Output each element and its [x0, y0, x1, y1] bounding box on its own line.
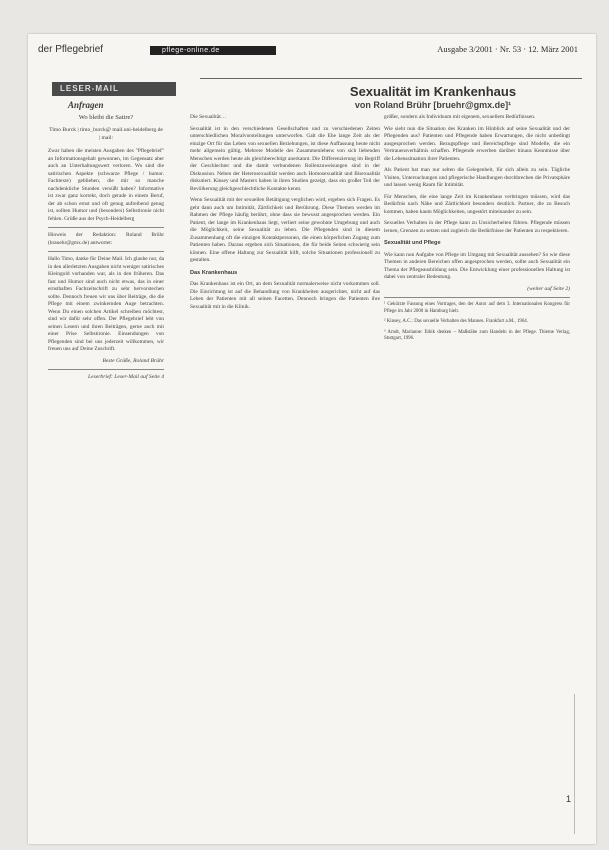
article-title: Sexualität im Krankenhaus: [349, 84, 517, 99]
continued-note: (weiter auf Seite 2): [527, 285, 570, 292]
article-bullet: Für Menschen, die eine lange Zeit im Krankenhaus verbringen müssen, wird das Bedürfnis nach Nähe und Zärtlichkeit besonders deutlich. Partner, die zu Besuch kommen, haben kaum Möglichkeiten, ungestört miteinander zu sein.: [384, 193, 570, 215]
sidebar-signature: Beste Grüße, Roland Brühr: [102, 357, 164, 364]
article-paragraph: Sexuelles Verhalten in der Pflege kann zu Unsicherheiten führen. Pflegende müssen lernen, Grenzen zu setzen und zugleich die Bedürfnisse der Patienten zu respektieren.: [384, 220, 570, 234]
article-column-right: [384, 114, 570, 347]
sidebar-divider: [48, 251, 164, 252]
article-paragraph: Wenn Sexualität mit der sexuellen Betätigung verglichen wird, ergeben sich Fragen. Es geht dann auch um Intimität, Zärtlichkeit und Berührung. Diese Themen werden im Rahmen der Pflege häufig berührt, ohne dass sie bewusst angesprochen werden. Ein Patient, der lange im Krankenhaus liegt, verliert seine gewohnte Umgebung und auch die Möglichkeit, seine Sexualität zu leben. Die Pflegenden sind in diesem Zusammenhang oft die einzigen Kontaktpersonen, die einen körperlichen Zugang zum Patienten haben. Daraus ergeben sich Situationen, die für beide Seiten schwierig sein können. Eine offene Haltung zur Sexualität hilft, solche Situationen professionell zu gestalten.: [190, 197, 380, 263]
sidebar-paragraph: Hallo Timo, danke für Deine Mail. Ich glaube nur, da in den allerletzten Ausgaben nicht weniger satirisches Kleingold vorhanden war, als in den früheren. Das fast und Humor sind auch nicht etwas, das in einer ernsthaften Fachzeitschrift zu sehr hervorstechen sollte. Dennoch freuen wir uns über Beiträge, die die Pflege mit einem zwinkernden Auge betrachten. Wenn Du einen solchen Artikel schreiben möchtest, sind wir dafür sehr offen. Der Pflegebrief lebt von seinen Lesern und ihren Beiträgen, gerne auch mit einer Prise Selbstironie. Einsendungen von Pflegenden sind bei uns jederzeit willkommen, wir freuen uns auf Deine Zuschrift.: [48, 256, 164, 352]
sidebar-footer: Leserbrief: Leser-Mail auf Seite 4: [87, 374, 164, 380]
header-rule: [200, 78, 582, 79]
sidebar-paragraph: Hinweis der Redaktion: Roland Brühr (brauehr@gmx.de) antwortet:: [48, 232, 164, 246]
footnote: ³ Arndt, Marianne: Ethik denken – Maßstäbe zum Handeln in der Pflege. Thieme Verlag, Stuttgart, 1996.: [384, 329, 570, 342]
article-paragraph: größer, sondern als Individuum mit eigenem, sexuellem Bedürfnissen.: [384, 114, 536, 120]
sidebar-subtitle: Wo bleibt die Satire?: [78, 113, 134, 121]
issue-info: Ausgabe 3/2001 · Nr. 53 · 12. März 2001: [437, 44, 578, 54]
article-byline: von Roland Brühr [bruehr@gmx.de]¹: [354, 100, 512, 110]
newsletter-page: [28, 34, 596, 844]
site-bar: [150, 46, 276, 55]
sidebar-label: LESER-MAIL: [60, 84, 119, 93]
article-paragraph: Wie sieht nun die Situation des Kranken im Hinblick auf seine Sexualität und der Pflegenden aus? Patienten und Pflegende haben Erwartungen, die nicht unbedingt ausgesprochen werden. Bezugspflege und Bereichspflege sind Modelle, die ein Vertrauensverhältnis schaffen. Pflegende erwerben darüber hinaus Kenntnisse über die Lebenssituation ihrer Patienten.: [384, 125, 570, 162]
sidebar-label-bar: [52, 82, 176, 96]
sidebar-divider: [48, 369, 164, 370]
page-header: [28, 42, 596, 62]
footnote: ² Kinsey, A.C.: Das sexuelle Verhalten des Mannes. Frankfurt a.M., 1964.: [384, 319, 528, 325]
sidebar-divider: [48, 227, 164, 228]
margin-line: [574, 694, 575, 834]
footnote-divider: [384, 297, 570, 298]
sidebar-sender: Timo Burck | timo_burck@ mail.uni-heidelberg.de | mail:: [49, 127, 163, 141]
sidebar-column: [48, 102, 164, 386]
section-heading: Sexualität und Pflege: [384, 240, 441, 246]
article-paragraph: Wie kann nun Aufgabe von Pflege im Umgang mit Sexualität aussehen? So wie diese Themen in anderen Bereichen offen angesprochen werden, sollte auch Sexualität ein Thema der Pflegeausbildung sein. Die Entwicklung einer professionellen Haltung ist dabei von zentraler Bedeutung.: [384, 251, 570, 280]
section-heading: Das Krankenhaus: [190, 269, 238, 276]
sidebar-paragraph: Zwar haben die meisten Ausgaben des "Pflegebrief" an Informationsgehalt gewonnen, im Gegensatz aber auch an Unterhaltungswert verloren. Wo sind die satirischen Aspekte (schwarze Pflege / humor. Fachtexte) geblieben, die mir so manche nachdenkliche Stunden versüßt haben? Informative ist zwar ganz korrekt, doch gerade in einem Beruf, der ab schon ernst und oft genug aufreibend genug ist, sollten Humor und (besonders) Selbstironie nicht fehlen. Grüße aus der Psych-Heidelberg: [48, 148, 164, 222]
article-paragraph: Die Sexualität…: [190, 114, 227, 120]
footnote: ¹ Gekürzte Fassung eines Vortrages, den der Autor auf dem 3. Internationalen Kongress für Pflege im Jahr 2000 in Hamburg hielt.: [384, 302, 570, 314]
article-title-block: [283, 84, 583, 110]
article-paragraph: Sexualität ist in den verschiedenen Gesellschaften und zu verschiedenen Zeiten unterschiedlichen Moralvorstellungen unterworfen. Galt die Ehe lange Zeit als der einzige Ort für das Leben von sexuellen Beziehungen, ist diese Auffassung heute nicht mehr allgemein gültig. Mehrere Modelle des Zusammenlebens von sich liebenden Menschen werden heute als gleichberechtigt anerkannt. Die Differenzierung im Begriff der Geschlechter und die damit verbundenen Rollenzuweisungen sind in der Diskussion. Neben der Heterosexualität werden auch Homosexualität und Bisexualität diskutiert. Kinsey und Masters haben in ihren Studien gezeigt, dass ein großer Teil der Bevölkerung gleichgeschlechtliche Kontakte kennt.: [190, 125, 380, 192]
sidebar-heading: Anfragen: [68, 100, 104, 110]
article-bullet: Als Patient hat man nur selten die Gelegenheit, für sich allein zu sein. Tägliche Visiten, Untersuchungen und pflegerische Handlungen durchbrechen die Privatsphäre und lassen wenig Raum für Intimität.: [384, 167, 570, 188]
page-number: 1: [566, 794, 572, 804]
site-bar-text: pflege-online.de: [162, 47, 220, 54]
brand-name: der Pflegebrief: [38, 44, 104, 55]
article-column-left: [190, 114, 380, 315]
article-paragraph: Das Krankenhaus ist ein Ort, an dem Sexualität normalerweise nicht vorkommen soll. Die Einrichtung ist auf die Behandlung von Krankheiten ausgerichtet, nicht auf das Leben der Patienten mit all seinen Facetten. Dennoch bringen die Patienten ihre Sexualität mit in die Klinik.: [190, 281, 380, 310]
